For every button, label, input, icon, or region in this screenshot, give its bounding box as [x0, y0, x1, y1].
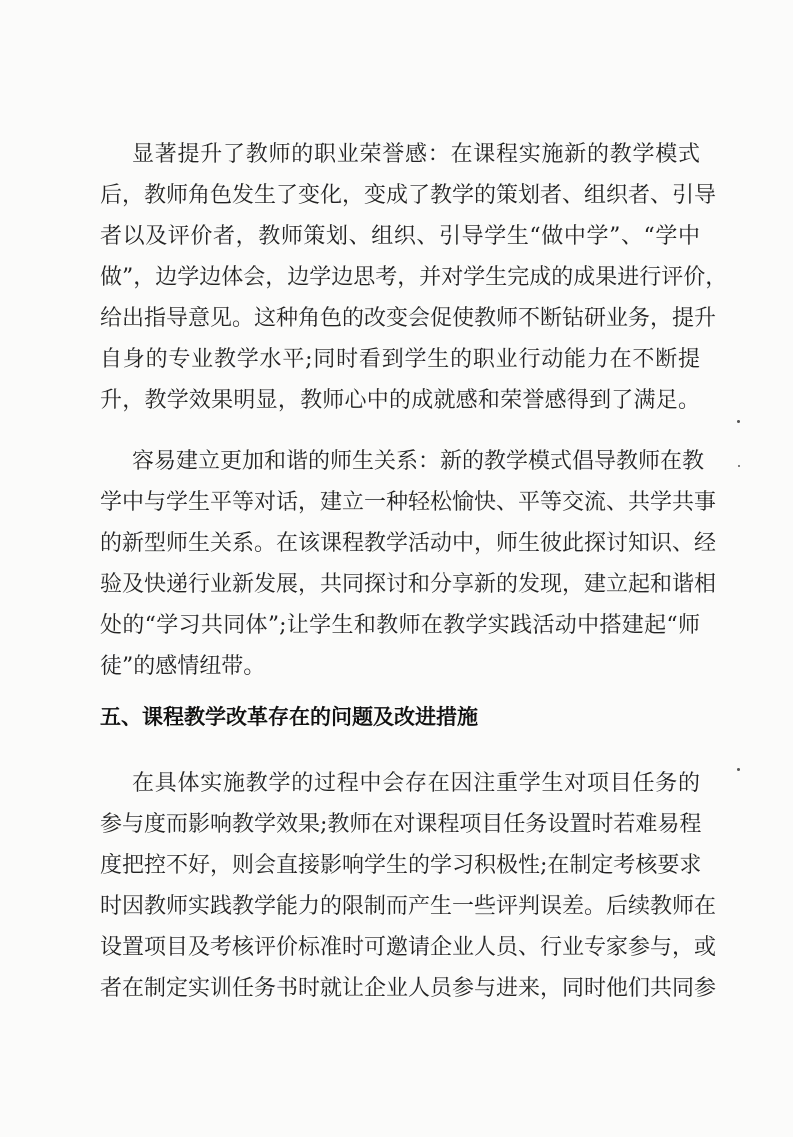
text-line: 处的“学习共同体”;让学生和教师在教学实践活动中搭建起“师	[100, 613, 700, 638]
text-line: 给出指导意见。这种角色的改变会促使教师不断钻研业务，提升	[100, 306, 717, 331]
text-line: 徒”的感情纽带。	[100, 654, 266, 679]
scan-speck	[738, 465, 740, 467]
text-line: 度把控不好，则会直接影响学生的学习积极性;在制定考核要求	[100, 853, 702, 878]
text-line: 在具体实施教学的过程中会存在因注重学生对项目任务的	[132, 771, 700, 796]
paragraph-teacher-honor	[100, 134, 728, 421]
paragraph-teacher-student-relation	[100, 441, 717, 687]
text-line: 者在制定实训任务书时就让企业人员参与进来，同时他们共同参	[100, 976, 717, 1001]
text-line: 后，教师角色发生了变化，变成了教学的策划者、组织者、引导	[100, 183, 717, 208]
text-line: 学中与学生平等对话，建立一种轻松愉快、平等交流、共学共事	[100, 490, 717, 515]
paragraph-problems-improvements	[100, 763, 717, 1009]
text-line: 参与度而影响教学效果;教师在对课程项目任务设置时若难易程	[100, 812, 702, 837]
text-line: 做”，边学边体会，边学边思考，并对学生完成的成果进行评价，	[100, 265, 728, 290]
scan-speck	[737, 420, 740, 423]
text-line: 设置项目及考核评价标准时可邀请企业人员、行业专家参与，或	[100, 935, 717, 960]
scan-speck	[737, 768, 740, 771]
text-line: 验及快递行业新发展，共同探讨和分享新的发现，建立起和谐相	[100, 572, 717, 597]
text-line: 自身的专业教学水平;同时看到学生的职业行动能力在不断提	[100, 347, 700, 372]
text-line: 升，教学效果明显，教师心中的成就感和荣誉感得到了满足。	[100, 388, 700, 413]
text-line: 显著提升了教师的职业荣誉感：在课程实施新的教学模式	[132, 142, 700, 167]
text-line: 的新型师生关系。在该课程教学活动中，师生彼此探讨知识、经	[100, 531, 717, 556]
text-line: 者以及评价者，教师策划、组织、引导学生“做中学”、“学中	[100, 224, 700, 249]
text-line: 时因教师实践教学能力的限制而产生一些评判误差。后续教师在	[100, 894, 717, 919]
section-heading: 五、课程教学改革存在的问题及改进措施	[100, 705, 478, 729]
text-line: 容易建立更加和谐的师生关系：新的教学模式倡导教师在教	[132, 449, 705, 474]
